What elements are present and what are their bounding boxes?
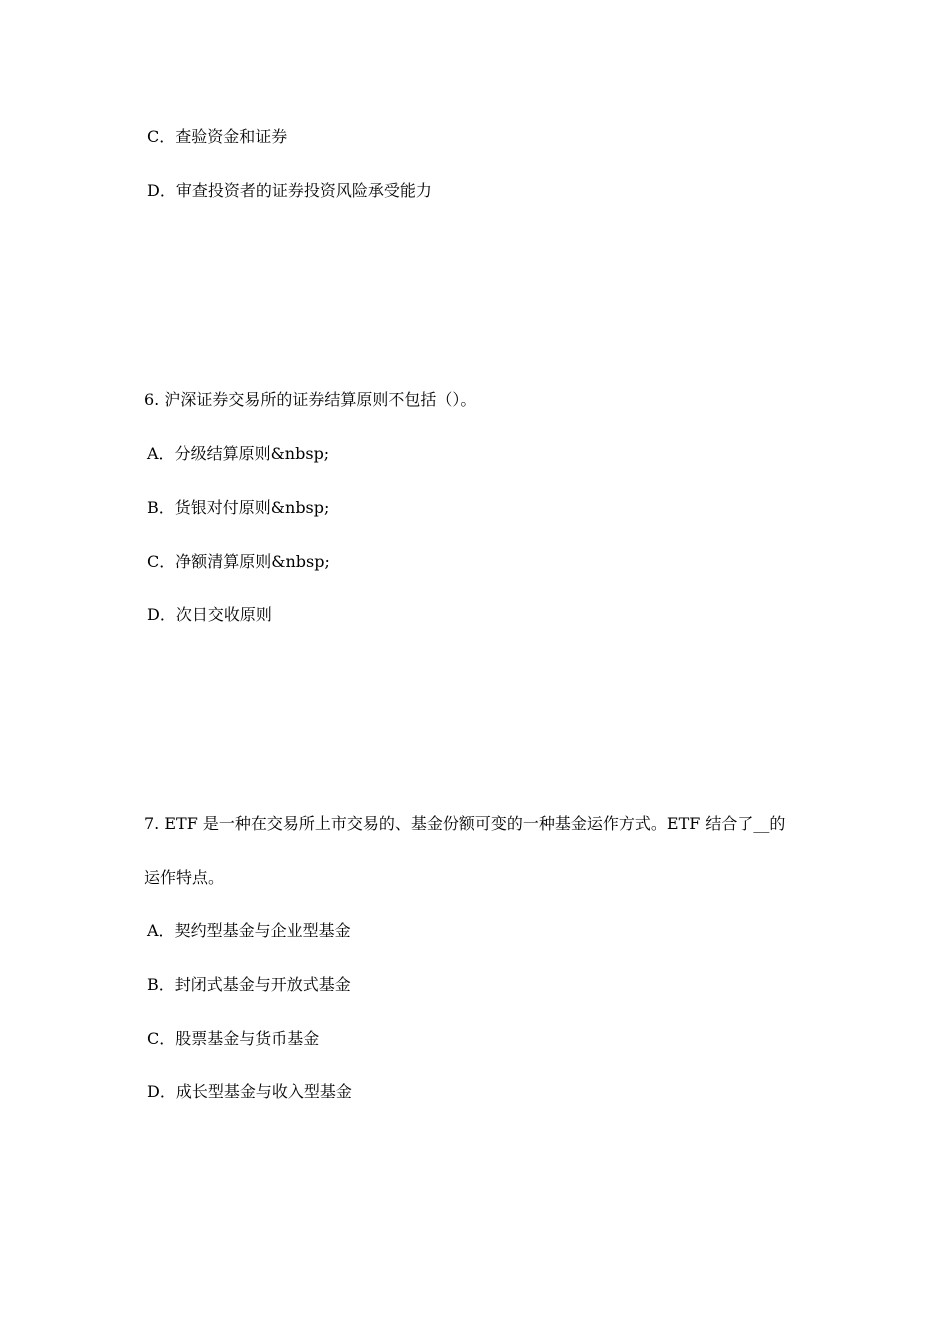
option-letter: C． [147, 127, 176, 146]
q6-option-a [147, 444, 329, 464]
q6-option-c [147, 552, 330, 572]
option-letter: B． [147, 975, 175, 994]
option-letter: D． [147, 181, 176, 200]
option-text: 查验资金和证券 [175, 127, 288, 146]
q7-option-b [147, 975, 351, 995]
q7-stem-line2: 运作特点。 [144, 868, 225, 887]
q7-option-c [147, 1029, 319, 1049]
option-letter: D． [147, 1082, 176, 1101]
q6-option-b [147, 498, 329, 518]
q6-stem: 6. 沪深证券交易所的证券结算原则不包括（）。 [144, 390, 477, 409]
option-text: 次日交收原则 [175, 605, 272, 624]
option-letter: D． [147, 605, 176, 624]
option-letter: B． [147, 498, 175, 517]
option-text: 货银对付原则&nbsp; [174, 498, 330, 517]
option-text: 封闭式基金与开放式基金 [174, 975, 351, 994]
option-text: 净额清算原则&nbsp; [175, 552, 330, 571]
option-text: 契约型基金与企业型基金 [174, 921, 351, 940]
option-letter: C． [147, 1029, 176, 1048]
option-text: 分级结算原则&nbsp; [174, 444, 330, 463]
q5-option-d [147, 181, 432, 201]
option-letter: A． [147, 921, 175, 940]
option-text: 审查投资者的证券投资风险承受能力 [175, 181, 432, 200]
option-letter: C． [147, 552, 176, 571]
q7-option-d [147, 1082, 352, 1102]
option-letter: A． [147, 444, 175, 463]
q7-stem-line1: 7. ETF 是一种在交易所上市交易的、基金份额可变的一种基金运作方式。ETF 结合了__的 [144, 814, 786, 833]
q5-option-c [147, 127, 287, 147]
q7-option-a [147, 921, 351, 941]
option-text: 成长型基金与收入型基金 [175, 1082, 352, 1101]
option-text: 股票基金与货币基金 [175, 1029, 320, 1048]
q6-option-d [147, 605, 272, 625]
